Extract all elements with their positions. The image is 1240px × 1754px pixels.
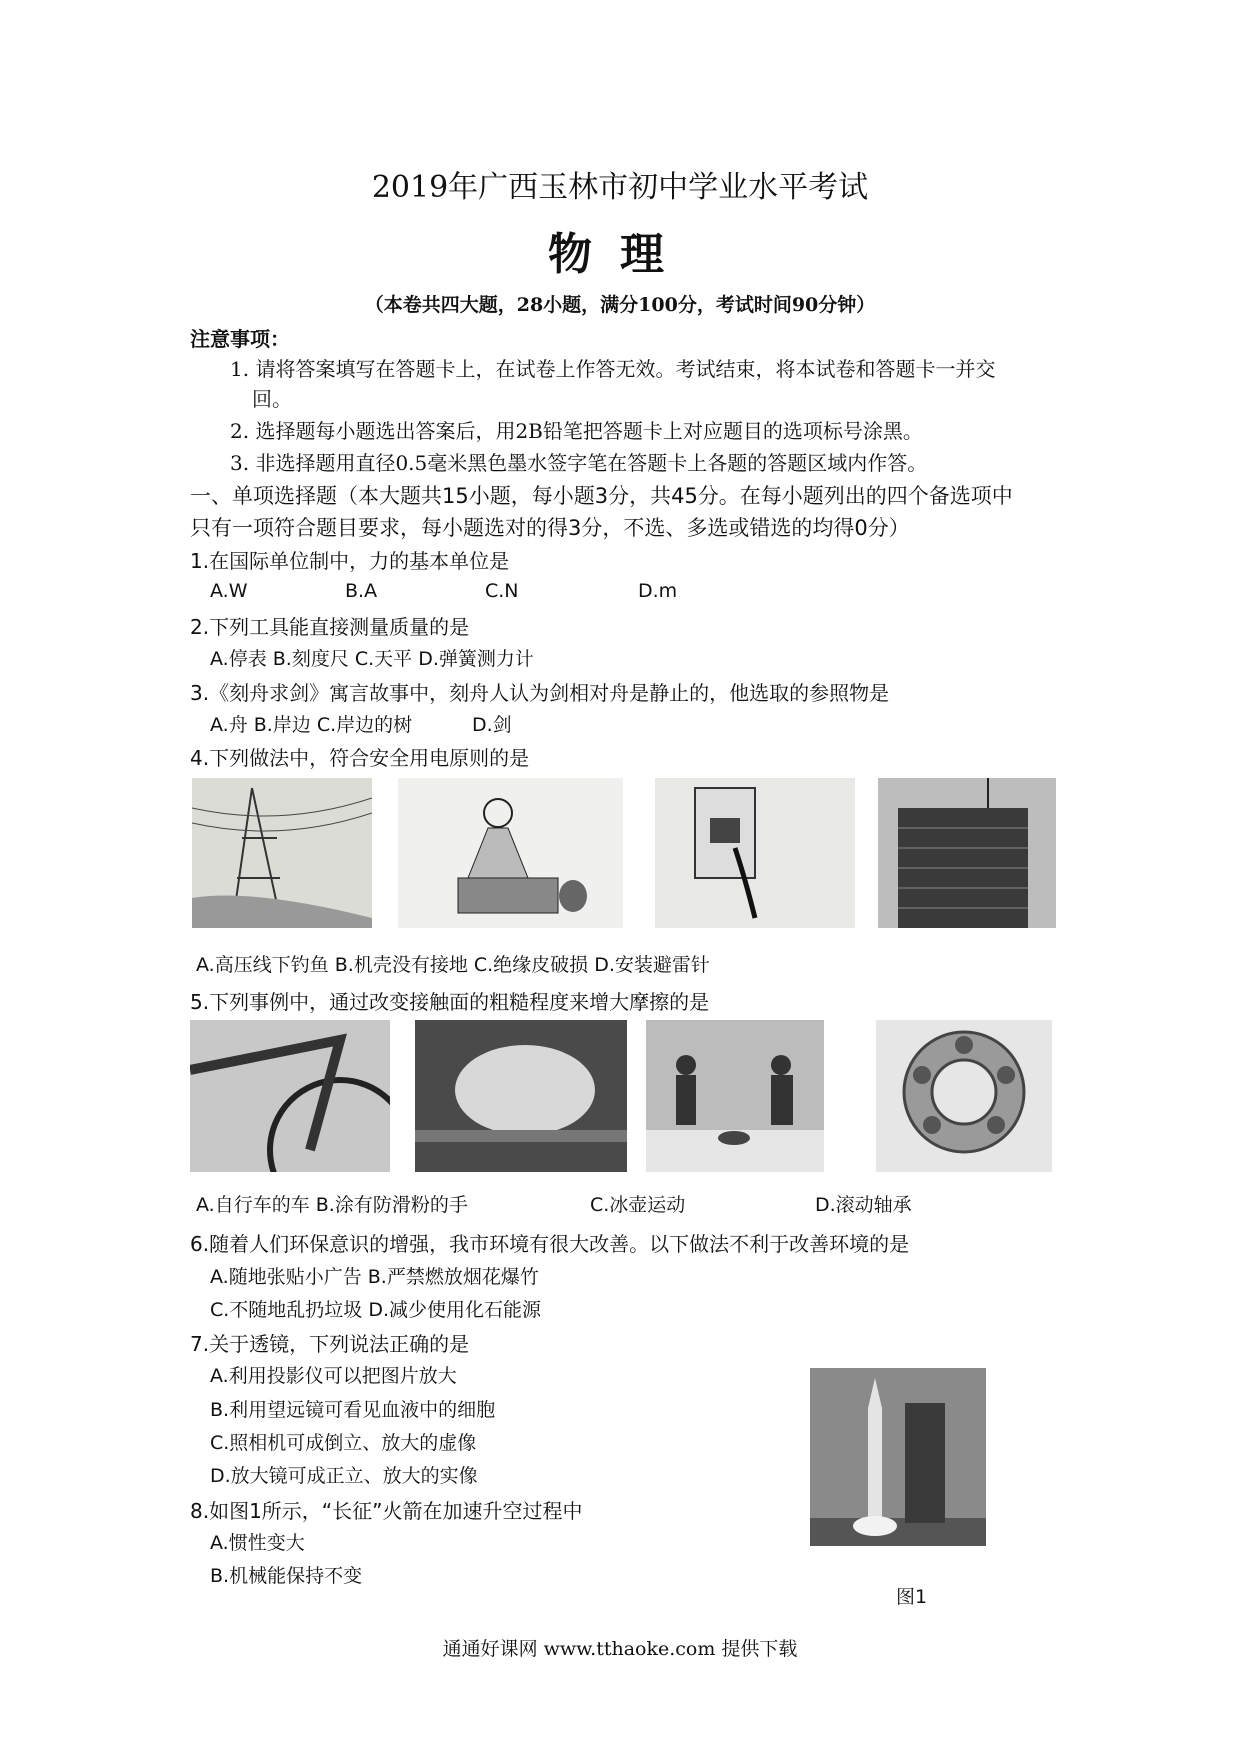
q1-option-b: B.A <box>345 580 378 602</box>
q7-option-c: C.照相机可成倒立、放大的虚像 <box>210 1432 477 1454</box>
q5-image-d-bearing <box>876 1020 1052 1172</box>
q1-option-a: A.W <box>210 580 248 602</box>
notice-item-1: 1. 请将答案填写在答题卡上，在试卷上作答无效。考试结束，将本试卷和答题卡一并交 <box>230 357 996 381</box>
q1-option-d: D.m <box>638 580 678 602</box>
q5-image-b-hand-powder <box>415 1020 627 1172</box>
q1-stem: 1.在国际单位制中，力的基本单位是 <box>190 549 510 573</box>
q2-options: A.停表 B.刻度尺 C.天平 D.弹簧测力计 <box>210 648 534 670</box>
notice-item-3: 3. 非选择题用直径0.5毫米黑色墨水签字笔在答题卡上各题的答题区域内作答。 <box>230 451 928 475</box>
figure1-rocket-image <box>810 1368 986 1546</box>
q5-option-d: D.滚动轴承 <box>815 1194 912 1216</box>
q4-stem: 4.下列做法中，符合安全用电原则的是 <box>190 746 530 770</box>
q5-image-c-curling <box>646 1020 824 1172</box>
exam-title: 2019年广西玉林市初中学业水平考试 <box>371 170 869 205</box>
q3-stem: 3.《刻舟求剑》寓言故事中，刻舟人认为剑相对舟是静止的，他选取的参照物是 <box>190 681 890 705</box>
q7-stem: 7.关于透镜，下列说法正确的是 <box>190 1332 470 1356</box>
notice-item-2: 2. 选择题每小题选出答案后，用2B铅笔把答题卡上对应题目的选项标号涂黑。 <box>230 419 923 443</box>
q3-option-d: D.剑 <box>472 714 512 736</box>
q5-image-a-bicycle <box>190 1020 390 1172</box>
q8-option-b: B.机械能保持不变 <box>210 1565 363 1587</box>
section1-line2: 只有一项符合题目要求，每小题选对的得3分，不选、多选或错选的均得0分） <box>190 516 910 540</box>
q3-options: A.舟 B.岸边 C.岸边的树 <box>210 714 413 736</box>
q7-option-b: B.利用望远镜可看见血液中的细胞 <box>210 1399 496 1421</box>
section1-line1: 一、单项选择题（本大题共15小题，每小题3分，共45分。在每小题列出的四个备选项中 <box>190 484 1013 508</box>
q4-image-a-power-line <box>192 778 372 928</box>
q1-option-c: C.N <box>485 580 519 602</box>
q8-stem: 8.如图1所示，“长征”火箭在加速升空过程中 <box>190 1499 583 1523</box>
q7-option-d: D.放大镜可成正立、放大的实像 <box>210 1465 478 1487</box>
footer-source: 通通好课网 www.tthaoke.com 提供下载 <box>442 1638 798 1660</box>
q8-option-a: A.惯性变大 <box>210 1532 305 1554</box>
q4-image-b-machine <box>398 778 623 928</box>
q6-options-cd: C.不随地乱扔垃圾 D.减少使用化石能源 <box>210 1299 542 1321</box>
q2-stem: 2.下列工具能直接测量质量的是 <box>190 615 470 639</box>
exam-meta: （本卷共四大题，28小题，满分100分，考试时间90分钟） <box>364 294 876 316</box>
q5-options-ab: A.自行车的车 B.涂有防滑粉的手 <box>196 1194 468 1216</box>
q4-image-d-building <box>878 778 1056 928</box>
notice-item-1-cont: 回。 <box>252 387 292 411</box>
q4-image-c-socket <box>655 778 855 928</box>
q6-stem: 6.随着人们环保意识的增强，我市环境有很大改善。以下做法不利于改善环境的是 <box>190 1232 910 1256</box>
notice-heading: 注意事项： <box>190 327 290 351</box>
q6-options-ab: A.随地张贴小广告 B.严禁燃放烟花爆竹 <box>210 1266 539 1288</box>
subject-title: 物理 <box>548 229 692 280</box>
q7-option-a: A.利用投影仪可以把图片放大 <box>210 1365 457 1387</box>
q5-stem: 5.下列事例中，通过改变接触面的粗糙程度来增大摩擦的是 <box>190 990 710 1014</box>
figure1-caption: 图1 <box>896 1586 928 1608</box>
q5-option-c: C.冰壶运动 <box>590 1194 686 1216</box>
q4-options: A.高压线下钓鱼 B.机壳没有接地 C.绝缘皮破损 D.安装避雷针 <box>196 954 710 976</box>
